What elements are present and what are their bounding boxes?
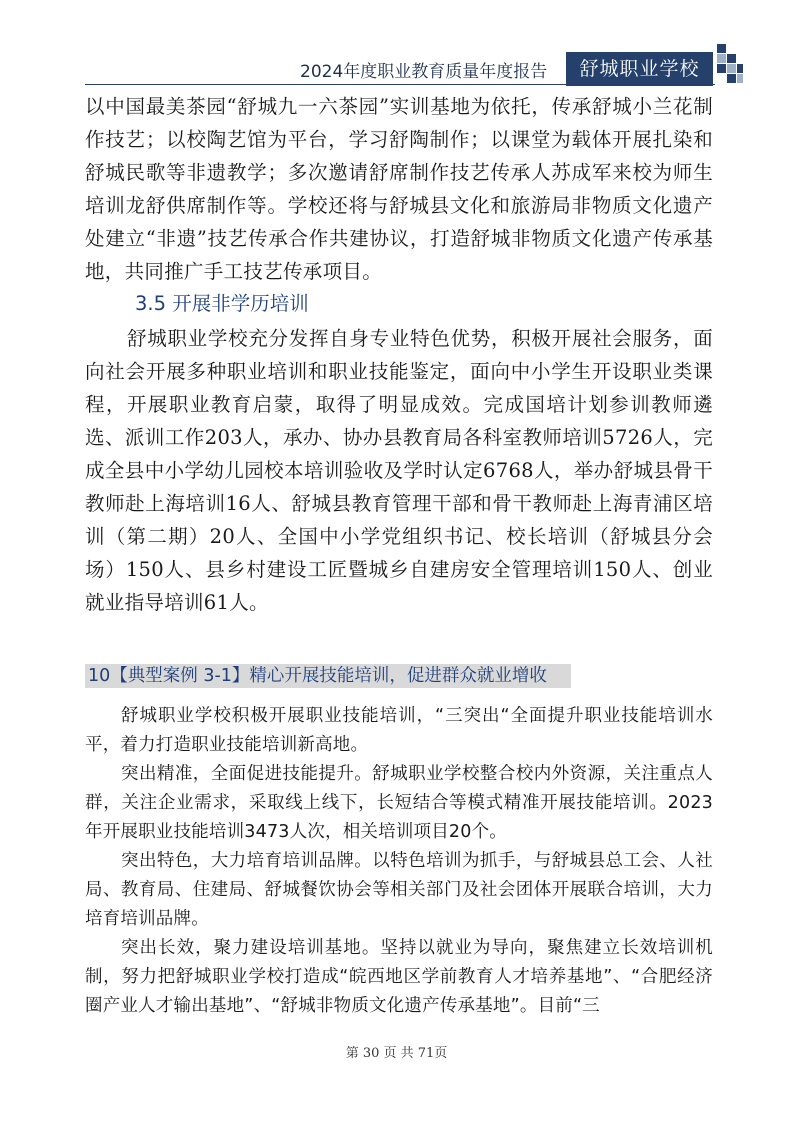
header-rule — [85, 84, 715, 85]
case-title: 10【典型案例 3-1】精心开展技能培训，促进群众就业增收 — [88, 666, 547, 686]
case-paragraph-2: 突出精准，全面促进技能提升。舒城职业学校整合校内外资源，关注重点人群，关注企业需求，采取线上线下，长短结合等模式精准开展技能培训。2023年开展职业技能培训3473人次，相关培训项目20个。 — [85, 764, 713, 842]
section-paragraph: 舒城职业学校充分发挥自身专业特色优势，积极开展社会服务，面向社会开展多种职业培训和职业技能鉴定，面向中小学生开设职业类课程，开展职业教育启蒙，取得了明显成效。完成国培计划参训教师遴选、派训工作203人，承办、协办县教育局各科室教师培训5726人，完成全县中小学幼儿园校本培训验收及学时认定6768人，举办舒城县骨干教师赴上海培训16人、舒城县教育管理干部和骨干教师赴上海青浦区培训（第二期）20人、全国中小学党组织书记、校长培训（舒城县分会场）150人、县乡村建设工匠暨城乡自建房安全管理培训150人、创业就业指导培训61人。 — [85, 327, 713, 614]
case-paragraph-3: 突出特色，大力培育培训品牌。以特色培训为抓手，与舒城县总工会、人社局、教育局、住建局、舒城餐饮协会等相关部门及社会团体开展联合培训，大力培育培训品牌。 — [85, 851, 713, 929]
page-number: 第 30 页 共 71页 — [345, 1046, 448, 1061]
section-heading: 3.5 开展非学历培训 — [135, 292, 309, 315]
case-paragraph-4: 突出长效，聚力建设培训基地。坚持以就业为导向，聚焦建立长效培训机制，努力把舒城职业学校打造成“皖西地区学前教育人才培养基地”、“合肥经济圈产业人才输出基地”、“舒城非物质文化遗产传承基地”。目前“三 — [85, 938, 713, 1016]
case-paragraph-1: 舒城职业学校积极开展职业技能培训，“三突出“全面提升职业技能培训水平，着力打造职业技能培训新高地。 — [85, 706, 713, 755]
header-report-title: 2024年度职业教育质量年度报告 — [300, 62, 548, 82]
header-school-badge: 舒城职业学校 — [566, 52, 713, 86]
intro-paragraph: 以中国最美茶园“舒城九一六茶园”实训基地为依托，传承舒城小兰花制作技艺；以校陶艺馆为平台，学习舒陶制作；以课堂为载体开展扎染和舒城民歌等非遗教学；多次邀请舒席制作技艺传承人苏成军来校为师生培训龙舒供席制作等。学校还将与舒城县文化和旅游局非物质文化遗产处建立“非遗”技艺传承合作共建协议，打造舒城非物质文化遗产传承基地，共同推广手工技艺传承项目。 — [85, 95, 713, 283]
